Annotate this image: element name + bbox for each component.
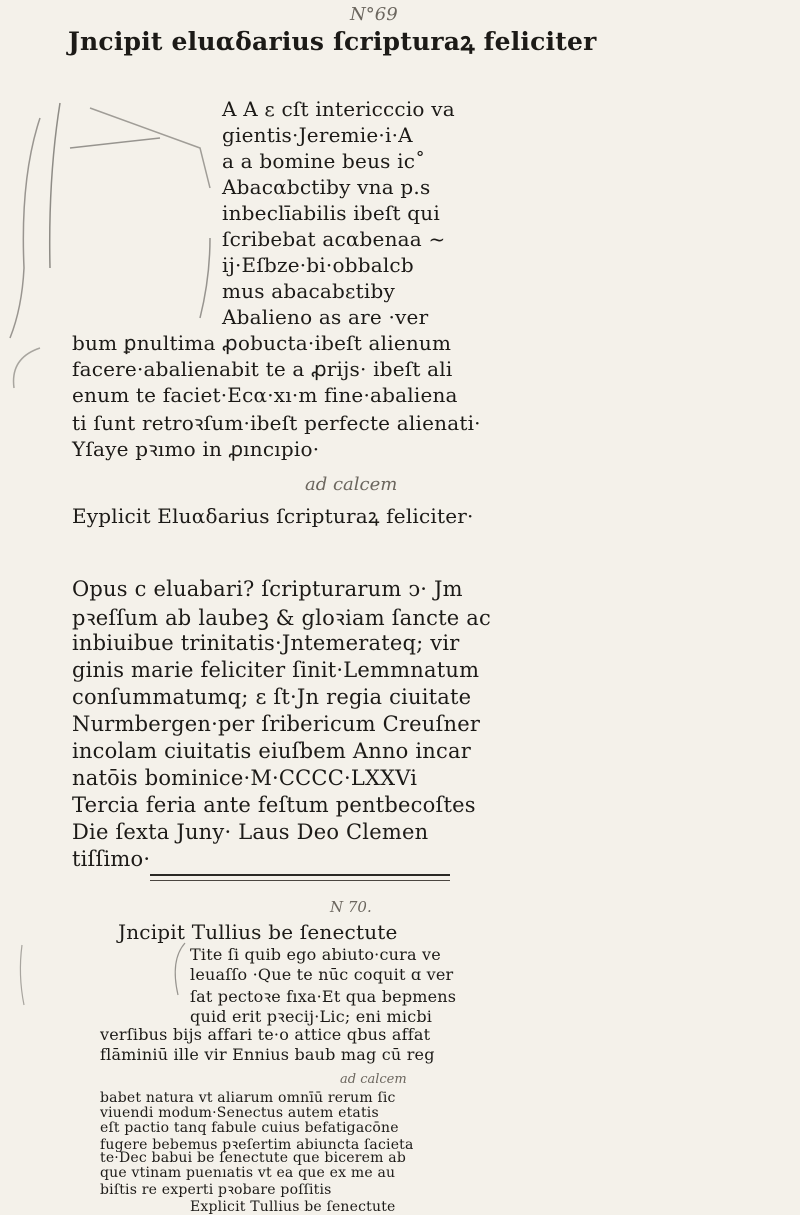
text-line: Abalieno as are ·ver [222,305,429,329]
text-line: que vtinam puenıatis vt ea que ex me au [100,1165,396,1181]
text-line: bum ꝑnultima ꝓobucta·ibeſt alienum [72,331,452,355]
page-number: N°69 [350,4,398,25]
text-line: ti ſunt retroꝛſum·ibeſt perfecte alienati· [72,411,481,435]
text-line: Abacαbctiby vna p.s [222,175,431,199]
text-line: biſtis re experti pꝛobare poſſitis [100,1182,332,1198]
text-line: mus abacabεtiby [222,279,395,303]
text-line: eſt pactio tanq fabule cuius befatigacōne [100,1120,399,1136]
divider-rule [150,880,450,881]
text-line: Tercia feria ante feſtum pentbecoſtes [72,793,476,817]
text-line: ginis marie feliciter ſinit·Lemmnatum [72,658,480,682]
text-line: flāminiū ille vir Ennius baub mag cū reg [100,1045,435,1064]
text-line: verſibus bijs affari te·o attice qbus affat [100,1025,431,1044]
text-line: Tite ſi quib ego abiuto·cura ve [190,945,441,964]
text-line: conſummatumq; ε ſt·Jn regia ciuitate [72,685,472,709]
text-line: Yſaye pꝛımo in ꝓıncıpio· [72,437,320,461]
text-line: gientis·Jeremie·i·A [222,123,413,147]
incipit-heading: Jncipit eluαδarius ſcripturaꝝ feliciter [68,27,597,56]
text-line: inbiuibue trinitatis·Jntemerateq; vir [72,631,460,655]
text-line: babet natura vt aliarum omnīū rerum ſic [100,1090,396,1106]
text-line: viuendi modum·Senectus autem etatis [100,1105,379,1121]
text-line: ſat pectoꝛe fıxa·Et qua bepmens [190,987,457,1006]
text-line: inbeclīabilis ibeſt qui [222,201,440,225]
text-line: Die ſexta Juny· Laus Deo Clemen [72,820,429,844]
explicit-line: Explicit Tullius be ſenectute [190,1199,396,1215]
text-line: ij·Eſbze·bi·obbalcb [222,253,414,277]
text-line: facere·abalienabit te a ꝓrijs· ibeſt ali [72,357,453,381]
text-line: quid erit pꝛecij·Lic; eni micbi [190,1007,433,1026]
text-line: enum te faciet·Ecα·xı·m fine·abaliena [72,383,458,407]
text-line: tiſſimo· [72,847,151,871]
text-line: natōis bominice·M·CCCC·LXXVi [72,766,418,790]
text-line: leuaſſo ·Que te nūc coquit ɑ ver [190,965,454,984]
explicit-line: Eyplicit Eluαδarius ſcripturaꝝ feliciter· [72,504,474,528]
text-line: a a bomine beus ic˚ [222,149,426,173]
text-line: A A ε cſt intericccio va [222,97,455,121]
text-line: pꝛeſſum ab laubeꝫ & gloꝛiam ſancte ac [72,606,491,630]
incipit-heading: Jncipit Tullius be ſenectute [118,920,398,944]
divider-rule [150,874,450,876]
text-line: fugere bebemus pꝛeſertim abiuncta ſacieta [100,1137,414,1153]
text-line: Opus c eluabari? ſcripturarum ↄ· Jm [72,577,463,601]
text-line: ſcribebat acαbenaa ~ [222,227,446,251]
text-line: incolam ciuitatis eiuſbem Anno incar [72,739,471,763]
pencil-note: ad calcem [340,1072,407,1087]
pencil-note: ad calcem [305,474,398,495]
text-line: Nurmbergen·per ſribericum Creuſner [72,712,481,736]
page-number: N 70. [330,898,372,916]
text-line: te·Dec babui be ſenectute que bicerem ab [100,1150,406,1166]
